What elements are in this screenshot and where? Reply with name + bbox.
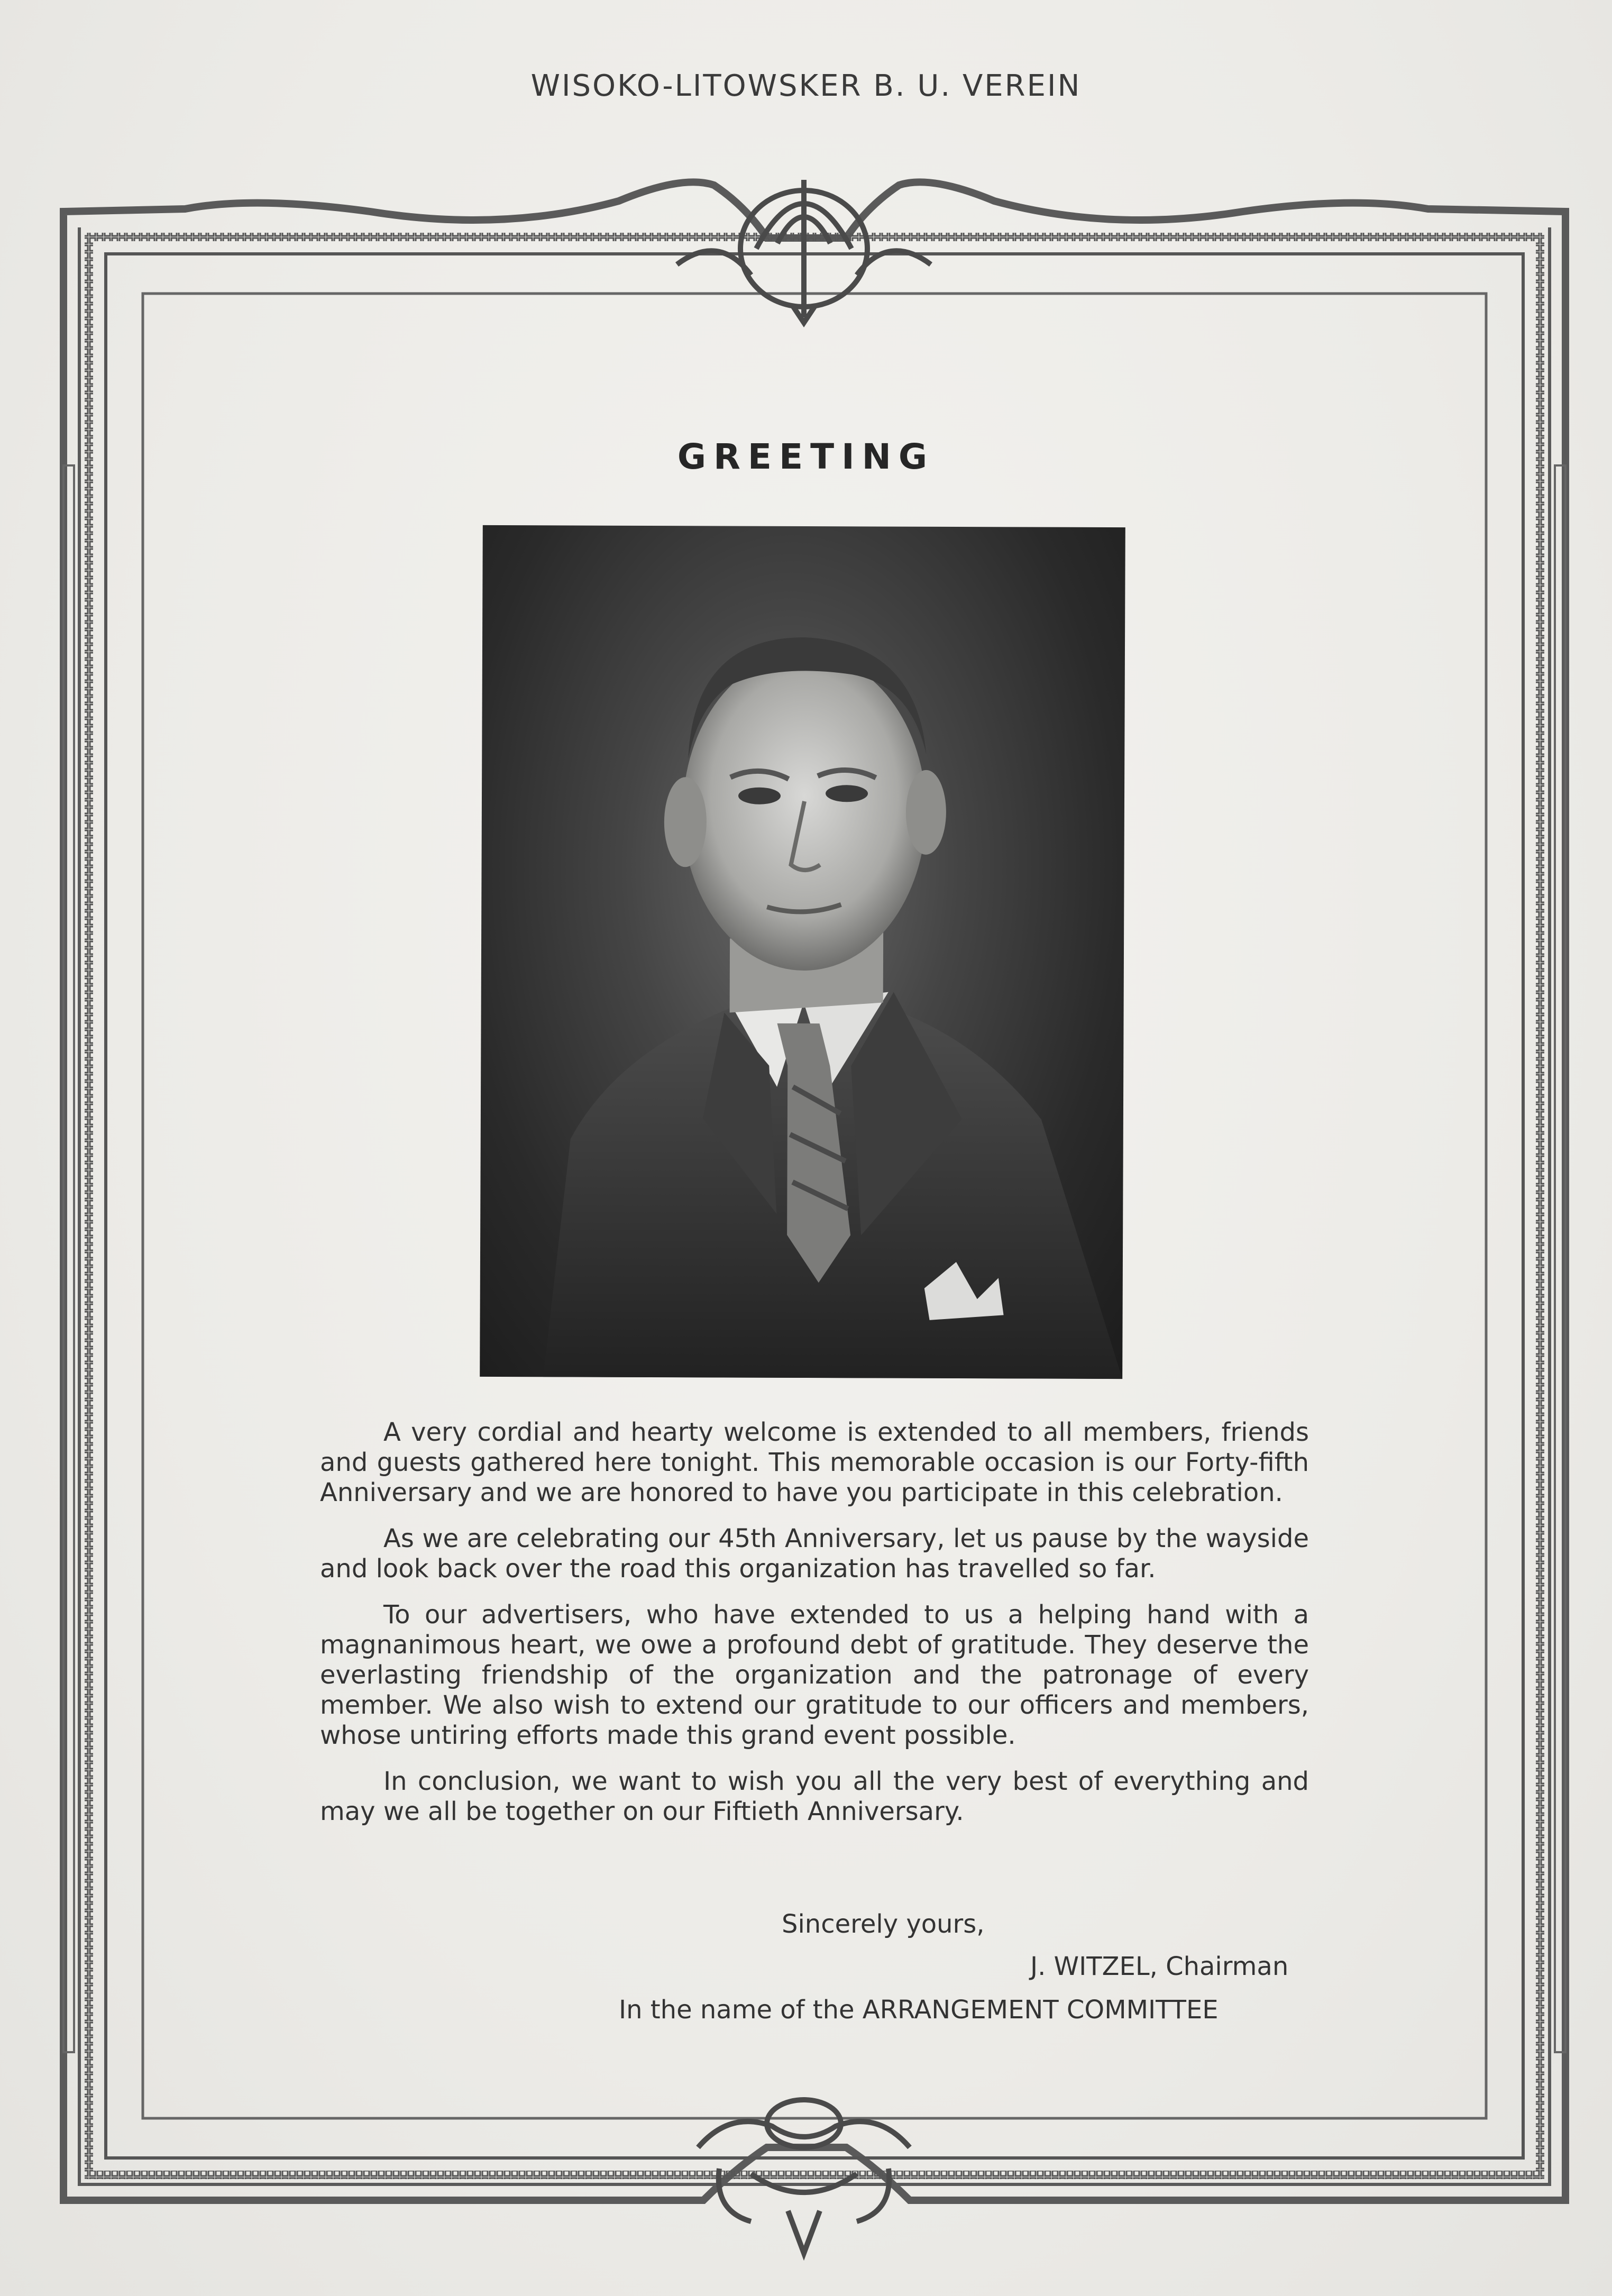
paragraph: A very cordial and hearty welcome is extended to all members, friends and guests gathered here tonight. This memorable occasion is our Forty-fifth Anniversary and we are honored to have you participate in this celebration. bbox=[320, 1417, 1309, 1507]
running-title: WISOKO-LITOWSKER B. U. VEREIN bbox=[530, 69, 1082, 103]
portrait-photo bbox=[480, 525, 1125, 1379]
paragraph: As we are celebrating our 45th Anniversary, let us pause by the wayside and look back over the road this organization has travelled so far. bbox=[320, 1524, 1309, 1584]
page-title: GREETING bbox=[677, 436, 935, 477]
closing-salutation: Sincerely yours, bbox=[782, 1909, 985, 1939]
committee-line: In the name of the ARRANGEMENT COMMITTEE bbox=[619, 1995, 1219, 2025]
signatory: J. WITZEL, Chairman bbox=[1030, 1952, 1289, 1981]
greeting-body bbox=[320, 1417, 1309, 1843]
paragraph: To our advertisers, who have extended to us a helping hand with a magnanimous heart, we owe a profound debt of gratitude. They deserve the everlasting friendship of the organization and the patronage of every member. We also wish to extend our gratitude to our officers and members, whose untiring efforts made this grand event possible. bbox=[320, 1600, 1309, 1750]
paragraph: In conclusion, we want to wish you all the very best of everything and may we all be together on our Fiftieth Anniversary. bbox=[320, 1767, 1309, 1826]
portrait-illustration bbox=[480, 525, 1125, 1379]
